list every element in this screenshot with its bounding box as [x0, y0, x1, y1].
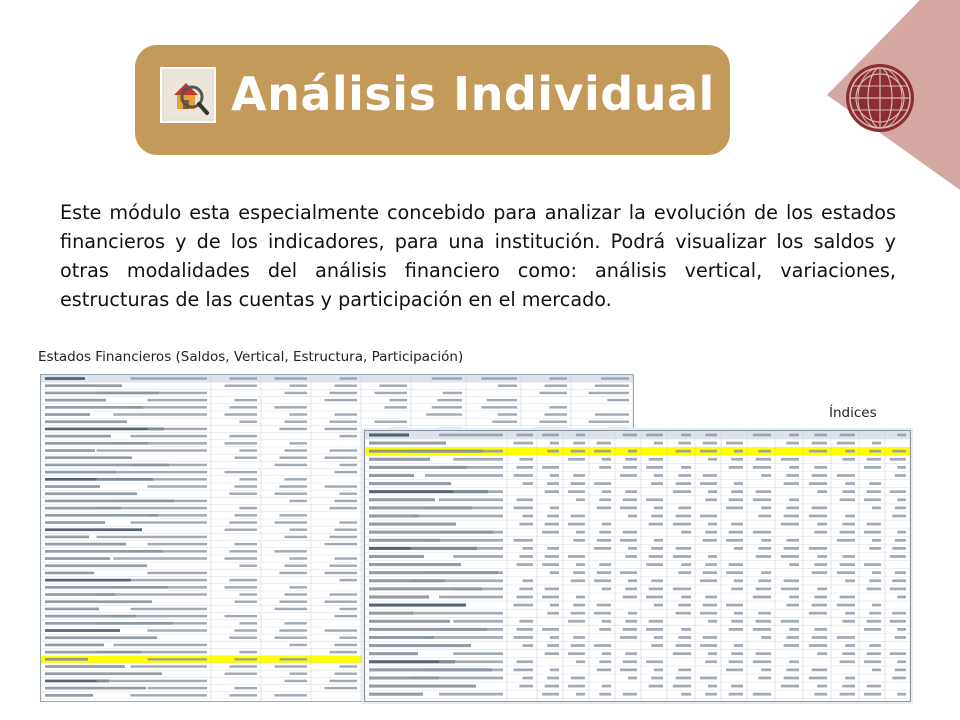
module-description: Este módulo esta especialmente concebido para analizar la evolución de los estados financieros y de los indicadores, para una institución. Podrá visualizar los saldos y otras modalidades del análisis financiero como: análisis vertical, variaciones, estructuras de las cuentas y participación en el mercado.	[60, 201, 896, 311]
title-banner	[135, 45, 730, 155]
indices-screenshot	[364, 430, 911, 702]
spreadsheet-thumbnail	[365, 431, 910, 701]
page-title: Análisis Individual	[231, 67, 715, 121]
magnifier-house-icon	[160, 67, 216, 123]
statements-caption: Estados Financieros (Saldos, Vertical, Estructura, Participación)	[38, 349, 464, 365]
indices-caption: Índices	[829, 405, 877, 421]
